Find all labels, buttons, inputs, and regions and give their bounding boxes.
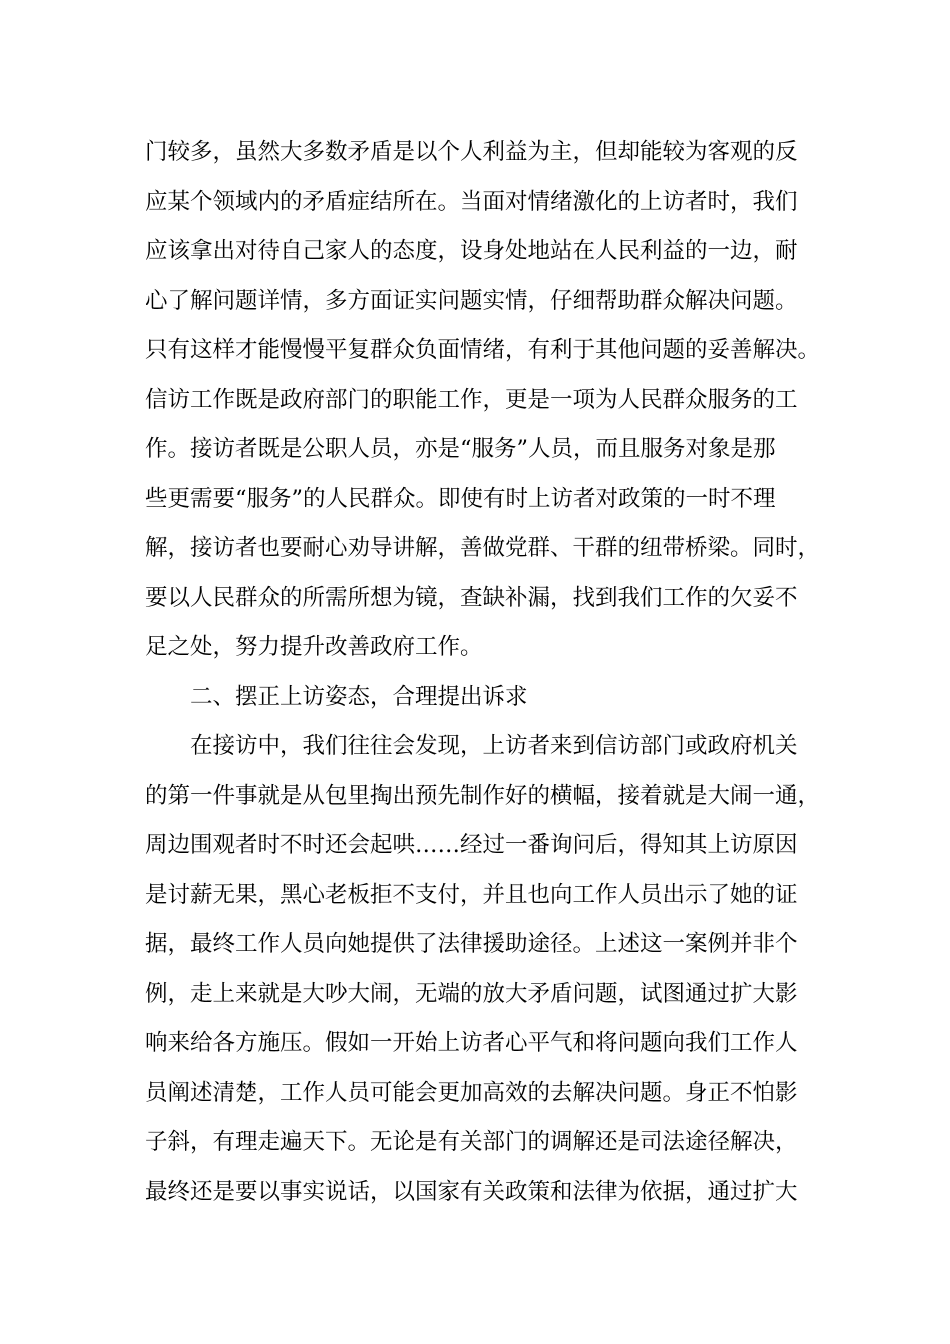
text-line: 子斜，有理走遍天下。无论是有关部门的调解还是司法途径解决， xyxy=(145,1129,798,1155)
text-line: 响来给各方施压。假如一开始上访者心平气和将问题向我们工作人 xyxy=(145,1030,798,1056)
text-line: 例，走上来就是大吵大闹，无端的放大矛盾问题，试图通过扩大影 xyxy=(145,980,798,1007)
text-line: 最终还是要以事实说话，以国家有关政策和法律为依据，通过扩大 xyxy=(145,1178,798,1205)
text-line: 应该拿出对待自己家人的态度，设身处地站在人民利益的一边，耐 xyxy=(145,238,798,264)
body-text xyxy=(145,128,835,1217)
section-heading: 二、摆正上访姿态，合理提出诉求 xyxy=(190,683,528,710)
text-line: 信访工作既是政府部门的职能工作，更是一项为人民群众服务的工 xyxy=(145,386,798,413)
text-line: 些更需要“服务”的人民群众。即使有时上访者对政策的一时不理 xyxy=(145,485,776,512)
text-line: 心了解问题详情，多方面证实问题实情，仔细帮助群众解决问题。 xyxy=(145,287,798,314)
text-line: 作。接访者既是公职人员，亦是“服务”人员，而且服务对象是那 xyxy=(145,436,776,462)
text-line: 周边围观者时不时还会起哄……经过一番询问后，得知其上访原因 xyxy=(145,832,798,858)
text-line: 门较多，虽然大多数矛盾是以个人利益为主，但却能较为客观的反 xyxy=(145,139,798,165)
text-line: 应某个领域内的矛盾症结所在。当面对情绪激化的上访者时，我们 xyxy=(145,188,798,215)
text-line: 员阐述清楚，工作人员可能会更加高效的去解决问题。身正不怕影 xyxy=(145,1079,798,1106)
text-line: 是讨薪无果，黑心老板拒不支付，并且也向工作人员出示了她的证 xyxy=(145,881,798,908)
text-line: 据，最终工作人员向她提供了法律援助途径。上述这一案例并非个 xyxy=(145,931,798,957)
text-line: 解，接访者也要耐心劝导讲解，善做党群、干群的纽带桥梁。同时， xyxy=(145,535,821,561)
paragraph-first-line: 在接访中，我们往往会发现，上访者来到信访部门或政府机关 xyxy=(190,733,798,759)
text-line: 足之处，努力提升改善政府工作。 xyxy=(145,634,483,660)
text-line: 的第一件事就是从包里掏出预先制作好的横幅，接着就是大闹一通， xyxy=(145,782,821,809)
text-line: 要以人民群众的所需所想为镜，查缺补漏，找到我们工作的欠妥不 xyxy=(145,584,798,611)
text-line: 只有这样才能慢慢平复群众负面情绪，有利于其他问题的妥善解决。 xyxy=(145,337,821,363)
